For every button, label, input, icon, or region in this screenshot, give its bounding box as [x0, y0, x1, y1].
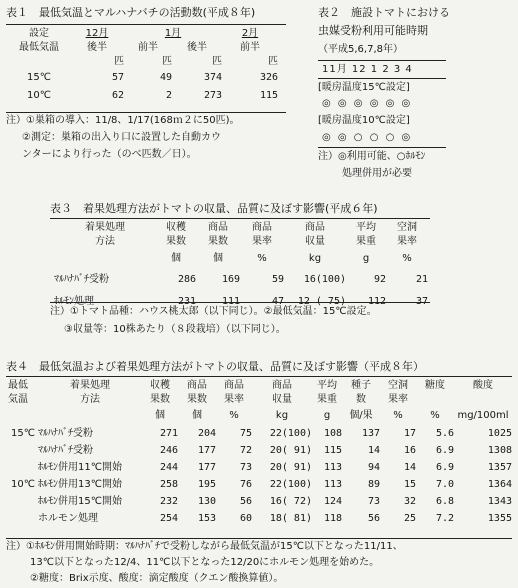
table4-cell: 177	[197, 444, 216, 456]
table4-cell: 22(100)	[269, 478, 312, 490]
table4-cell: 56	[367, 512, 380, 524]
table4-row	[8, 476, 512, 493]
table3-cell: 16(100)	[303, 274, 346, 285]
table4-cell: 7.2	[435, 512, 454, 524]
table3-cell: 231	[177, 296, 196, 307]
table2-note-2: 処理併用が必要	[342, 168, 412, 179]
table4-cell: 94	[367, 461, 380, 473]
table4-temp	[8, 442, 38, 459]
table1-note-2: ②測定：巣箱の出入り口に設置した自動カウ	[22, 132, 221, 143]
table3-unit: %	[257, 253, 267, 264]
table1-top-rule	[6, 24, 286, 25]
table4-header: 商品	[272, 380, 292, 391]
table4-cell: 1343	[487, 495, 512, 507]
table4-cell: 73	[367, 495, 380, 507]
table3-header: 方法	[95, 236, 115, 247]
table3-cell: 112	[367, 296, 386, 307]
table4-header: 着果処理	[70, 380, 110, 391]
table1-cell: 326	[259, 72, 278, 83]
table1-h-min-temp: 最低気温	[19, 42, 59, 53]
table4-method: ﾎﾙﾓﾝ併用11℃開始	[38, 461, 122, 473]
table4-cell: 195	[197, 478, 216, 490]
table4-cell: 75	[239, 427, 252, 439]
table1-month-dec: 12月	[85, 28, 109, 39]
table3-note-2: ③収量等：10株あたり（８段栽培）（以下同じ）。	[64, 324, 286, 335]
table2-top-rule	[318, 60, 446, 61]
table4-cell: 16( 72)	[269, 495, 312, 507]
table4-header: 果率	[388, 394, 408, 405]
table1-cell: 273	[203, 90, 222, 101]
table3-cell: 92	[373, 274, 386, 285]
table4-cell: 89	[367, 478, 380, 490]
table4-cell: 1357	[487, 461, 512, 473]
table4-cell: 246	[159, 444, 178, 456]
table1-month-jan: 1月	[164, 28, 182, 39]
table4-unit: %	[430, 410, 440, 421]
table3-note-1: 注）①トマト品種：ハウス桃太郎（以下同じ）。②最低気温：15℃設定。	[50, 306, 377, 317]
table4-header: 数	[356, 394, 366, 405]
table3	[54, 221, 428, 313]
table4-unit: 個	[155, 410, 165, 421]
table1-h-setting: 設定	[29, 28, 49, 39]
table3-cell: 286	[177, 274, 196, 285]
table1	[8, 27, 278, 105]
table4-row	[8, 493, 512, 510]
table3-cell: 12 ( 75)	[297, 296, 346, 307]
table3-header: 果数	[208, 236, 228, 247]
table4-header: 収穫	[150, 380, 170, 391]
table4-header: 方法	[80, 394, 100, 405]
table1-header-row-2	[8, 41, 278, 55]
table3-cell: 21	[415, 274, 428, 285]
table4-unit-row	[8, 407, 512, 425]
table1-period: 後半	[87, 42, 107, 53]
table2-years: （平成5,6,7,8年）	[318, 44, 403, 55]
table4-header: 気温	[8, 394, 28, 405]
table4-cell: 204	[197, 427, 216, 439]
table1-cell: 115	[259, 90, 278, 101]
table3-header: 平均	[356, 222, 376, 233]
table4-unit: 個/果	[349, 410, 373, 421]
table4-cell: 118	[323, 512, 342, 524]
table1-period: 前半	[138, 42, 158, 53]
table3-bottom-rule	[50, 302, 430, 303]
table4-cell: 14	[403, 461, 416, 473]
table1-bottom-rule	[6, 112, 286, 113]
table4-temp: 10℃	[11, 478, 35, 490]
table1-row	[8, 69, 278, 87]
table4-cell: 17	[403, 427, 416, 439]
table1-title: 表１ 最低気温とマルハナバチの活動数(平成８年)	[6, 6, 256, 19]
table4-cell: 76	[239, 478, 252, 490]
table2-row-15c: ◎ ◎ ◎ ◎ ◎ ◎	[322, 98, 413, 109]
table3-header: 果率	[252, 236, 272, 247]
table4-cell: 20( 91)	[269, 444, 312, 456]
table4-unit: %	[229, 410, 239, 421]
table3-method: ﾏﾙﾊﾅﾊﾞﾁ受粉	[54, 274, 109, 285]
table1-cell: 374	[203, 72, 222, 83]
table3-header: 商品	[252, 222, 272, 233]
table4-header: 果数	[150, 394, 170, 405]
table4-note-3: ②糖度：Brix示度、酸度：滴定酸度（クエン酸換算値）。	[30, 573, 284, 584]
table2-heading-10c: [暖房温度10℃設定]	[318, 115, 410, 126]
table3-header-row-1	[54, 221, 428, 235]
table4-cell: 113	[323, 478, 342, 490]
table3-cell: 111	[221, 296, 240, 307]
table2-months: 11月 12 1 2 3 4	[322, 64, 413, 75]
table4-cell: 108	[323, 427, 342, 439]
table4-header: 収量	[272, 394, 292, 405]
table1-temp: 15℃	[27, 72, 51, 83]
table3-header: 果数	[166, 236, 186, 247]
table4-cell: 60	[239, 512, 252, 524]
table4-cell: 137	[361, 427, 380, 439]
table4-temp	[8, 493, 38, 510]
table3-header: 果率	[397, 236, 417, 247]
table2-title: 表２ 施設トマトにおける	[318, 6, 450, 19]
table4-temp	[8, 510, 38, 527]
table3-header: 果重	[356, 236, 376, 247]
table4-cell: 32	[403, 495, 416, 507]
table1-cell: 57	[111, 72, 124, 83]
table4-cell: 15	[403, 478, 416, 490]
table4-cell: 115	[323, 444, 342, 456]
table4-cell: 25	[403, 512, 416, 524]
table4-header: 果率	[224, 394, 244, 405]
table1-unit: 匹	[162, 56, 172, 67]
table4-header: 最低	[8, 380, 28, 391]
table4-header: 平均	[317, 380, 337, 391]
table3-cell: 59	[271, 274, 284, 285]
table4-cell: 16	[403, 444, 416, 456]
table3-method: ﾎﾙﾓﾝ処理	[54, 296, 94, 307]
table4-note-2: 13℃以下となった12/4、11℃以下となった12/20にホルモン処理を始めた。	[30, 557, 380, 568]
table4-method: ﾎﾙﾓﾝ併用15℃開始	[38, 495, 122, 507]
table4-cell: 124	[323, 495, 342, 507]
table4-header: 果数	[187, 394, 207, 405]
table1-cell: 62	[111, 90, 124, 101]
table3-unit: %	[402, 253, 412, 264]
table3-header: 商品	[305, 222, 325, 233]
table4-cell: 244	[159, 461, 178, 473]
table4-header-row-1	[8, 379, 512, 393]
table4-cell: 177	[197, 461, 216, 473]
table4-cell: 73	[239, 461, 252, 473]
table3-header: 商品	[208, 222, 228, 233]
table4-row	[8, 510, 512, 527]
table1-month-feb: 2月	[241, 28, 259, 39]
table4-cell: 14	[367, 444, 380, 456]
table4-header-row-2	[8, 393, 512, 407]
table3-row	[54, 269, 428, 291]
table4-cell: 153	[197, 512, 216, 524]
table4-row	[8, 459, 512, 476]
table4-cell: 1308	[487, 444, 512, 456]
table3-unit-row	[54, 249, 428, 269]
table4-cell: 1364	[487, 478, 512, 490]
table3-header: 着果処理	[85, 222, 125, 233]
table1-temp: 10℃	[27, 90, 51, 101]
table4-cell: 22(100)	[269, 427, 312, 439]
table4-unit: g	[323, 410, 331, 421]
table3-cell: 169	[221, 274, 240, 285]
table4-cell: 20( 91)	[269, 461, 312, 473]
table4-row	[8, 425, 512, 442]
table4-cell: 5.6	[435, 427, 454, 439]
table4-row	[8, 442, 512, 459]
table4-header: 種子	[351, 380, 371, 391]
table4-bottom-rule	[6, 538, 512, 539]
table3-top-rule	[50, 218, 430, 219]
table4-unit: %	[393, 410, 403, 421]
table1-unit-row	[8, 55, 278, 69]
table4-cell: 72	[239, 444, 252, 456]
table4-cell: 113	[323, 461, 342, 473]
table1-cell: 2	[165, 90, 172, 101]
table4-header: 商品	[224, 380, 244, 391]
table2-subtitle: 虫媒受粉利用可能時期	[318, 24, 428, 37]
table1-unit: 匹	[114, 56, 124, 67]
table4-method: ﾎﾙﾓﾝ併用13℃開始	[38, 478, 122, 490]
table4-method: ﾏﾙﾊﾅﾊﾞﾁ受粉	[38, 427, 93, 439]
table1-header-row-1	[8, 27, 278, 41]
table1-period: 前半	[240, 42, 260, 53]
table3-unit: 個	[213, 253, 223, 264]
table4-header: 果重	[317, 394, 337, 405]
table1-cell: 49	[159, 72, 172, 83]
table3-unit: g	[362, 253, 370, 264]
table3-cell: 37	[415, 296, 428, 307]
table3-header-row-2	[54, 235, 428, 249]
table4-unit: 個	[192, 410, 202, 421]
table3-title: 表３ 着果処理方法がトマトの収量、品質に及ぼす影響(平成６年)	[50, 202, 378, 215]
table4-header: 酸度	[473, 380, 493, 391]
table4-method: ホルモン処理	[38, 512, 98, 524]
table3-header: 収穫	[166, 222, 186, 233]
table4-unit: mg/100ml	[457, 410, 509, 421]
table4-cell: 232	[159, 495, 178, 507]
table4-cell: 1355	[487, 512, 512, 524]
table4-cell: 258	[159, 478, 178, 490]
table1-unit: 匹	[268, 56, 278, 67]
table4-temp	[8, 459, 38, 476]
table4-cell: 7.0	[435, 478, 454, 490]
table3-header: 空洞	[397, 222, 417, 233]
table1-row	[8, 87, 278, 105]
table4-cell: 271	[159, 427, 178, 439]
table4-header: 空洞	[388, 380, 408, 391]
table4-cell: 56	[239, 495, 252, 507]
table1-note-1: 注）①巣箱の導入：11/8、1/17(168ｍ２に50匹)。	[6, 115, 240, 126]
table4-cell: 6.9	[435, 461, 454, 473]
table1-period: 後半	[187, 42, 207, 53]
table4-cell: 1025	[487, 427, 512, 439]
table4-unit: kg	[275, 410, 289, 421]
table4-header: 糖度	[425, 380, 445, 391]
table1-unit: 匹	[212, 56, 222, 67]
table4-cell: 6.9	[435, 444, 454, 456]
table2-mid-rule	[318, 78, 446, 79]
table4-cell: 254	[159, 512, 178, 524]
table4-cell: 6.8	[435, 495, 454, 507]
table2-row-10c: ◎ ◎ ○ ○ ○ ◎	[322, 132, 413, 143]
table3-unit: kg	[308, 253, 322, 264]
table4-cell: 130	[197, 495, 216, 507]
table2-heading-15c: [暖房温度15℃設定]	[318, 82, 410, 93]
table4-method: ﾏﾙﾊﾅﾊﾞﾁ受粉	[38, 444, 93, 456]
table1-note-3: ンターにより行った（のべ匹数／日）。	[22, 149, 197, 160]
table4-title: 表４ 最低気温および着果処理方法がトマトの収量、品質に及ぼす影響（平成８年）	[6, 360, 424, 373]
table4-cell: 18( 81)	[269, 512, 312, 524]
table4	[8, 379, 512, 527]
table3-cell: 47	[271, 296, 284, 307]
table4-note-1: 注）①ﾎﾙﾓﾝ併用開始時期：ﾏﾙﾊﾅﾊﾞﾁで受粉しながら最低気温が15℃以下となった11/11、	[6, 541, 403, 552]
table4-temp: 15℃	[11, 427, 35, 439]
table2-bottom-rule	[318, 147, 446, 148]
table4-top-rule	[6, 376, 512, 377]
table3-header: 収量	[305, 236, 325, 247]
table4-header: 商品	[187, 380, 207, 391]
table2-note-1: 注）◎利用可能、○ﾎﾙﾓﾝ	[318, 151, 426, 162]
table3-unit: 個	[171, 253, 181, 264]
